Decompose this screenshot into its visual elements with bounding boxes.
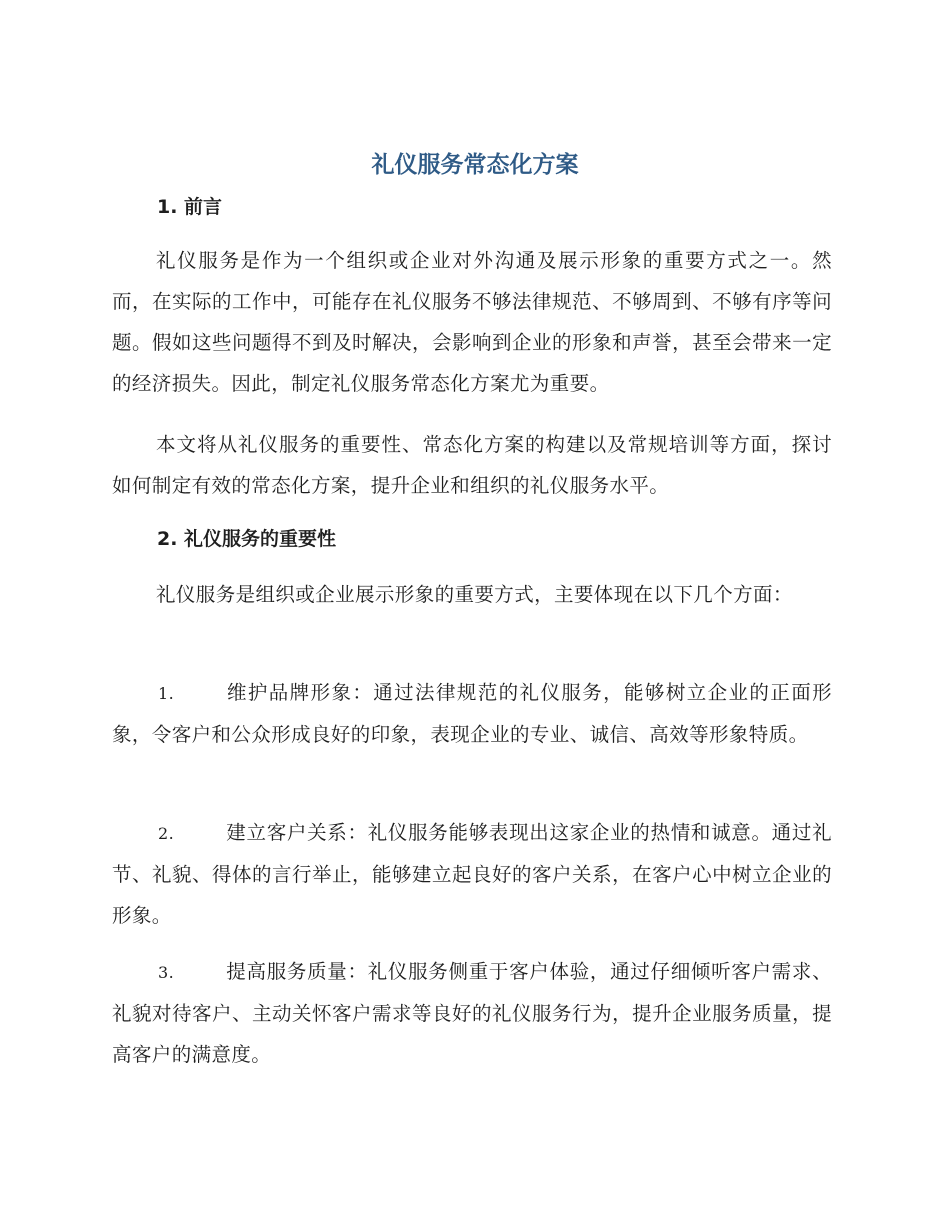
list-item [112, 951, 832, 1075]
list-item-number: 1. [158, 684, 175, 703]
paragraph-intro-2: 本文将从礼仪服务的重要性、常态化方案的构建以及常规培训等方面，探讨如何制定有效的常态化方案，提升企业和组织的礼仪服务水平。 [112, 433, 832, 497]
paragraph-intro-1: 礼仪服务是作为一个组织或企业对外沟通及展示形象的重要方式之一。然而，在实际的工作中，可能存在礼仪服务不够法律规范、不够周到、不够有序等问题。假如这些问题得不到及时解决，会影响到企业的形象和声誉，甚至会带来一定的经济损失。因此，制定礼仪服务常态化方案尤为重要。 [112, 249, 832, 395]
paragraph-importance-intro: 礼仪服务是组织或企业展示形象的重要方式，主要体现在以下几个方面： [156, 583, 793, 606]
list-item-text: 提高服务质量：礼仪服务侧重于客户体验，通过仔细倾听客户需求、礼貌对待客户、主动关怀客户需求等良好的礼仪服务行为，提升企业服务质量，提高客户的满意度。 [112, 960, 832, 1066]
list-item [112, 812, 832, 936]
list-item [112, 672, 832, 755]
list-item-number: 3. [158, 963, 175, 982]
section-heading-intro: 1. 前言 [157, 196, 223, 218]
list-item-text: 维护品牌形象：通过法律规范的礼仪服务，能够树立企业的正面形象，令客户和公众形成良好的印象，表现企业的专业、诚信、高效等形象特质。 [112, 681, 832, 746]
list-item-text: 建立客户关系：礼仪服务能够表现出这家企业的热情和诚意。通过礼节、礼貌、得体的言行举止，能够建立起良好的客户关系，在客户心中树立企业的形象。 [112, 821, 832, 927]
list-item-number: 2. [158, 824, 175, 843]
section-heading-importance: 2. 礼仪服务的重要性 [157, 528, 337, 550]
document-title: 礼仪服务常态化方案 [371, 152, 579, 178]
